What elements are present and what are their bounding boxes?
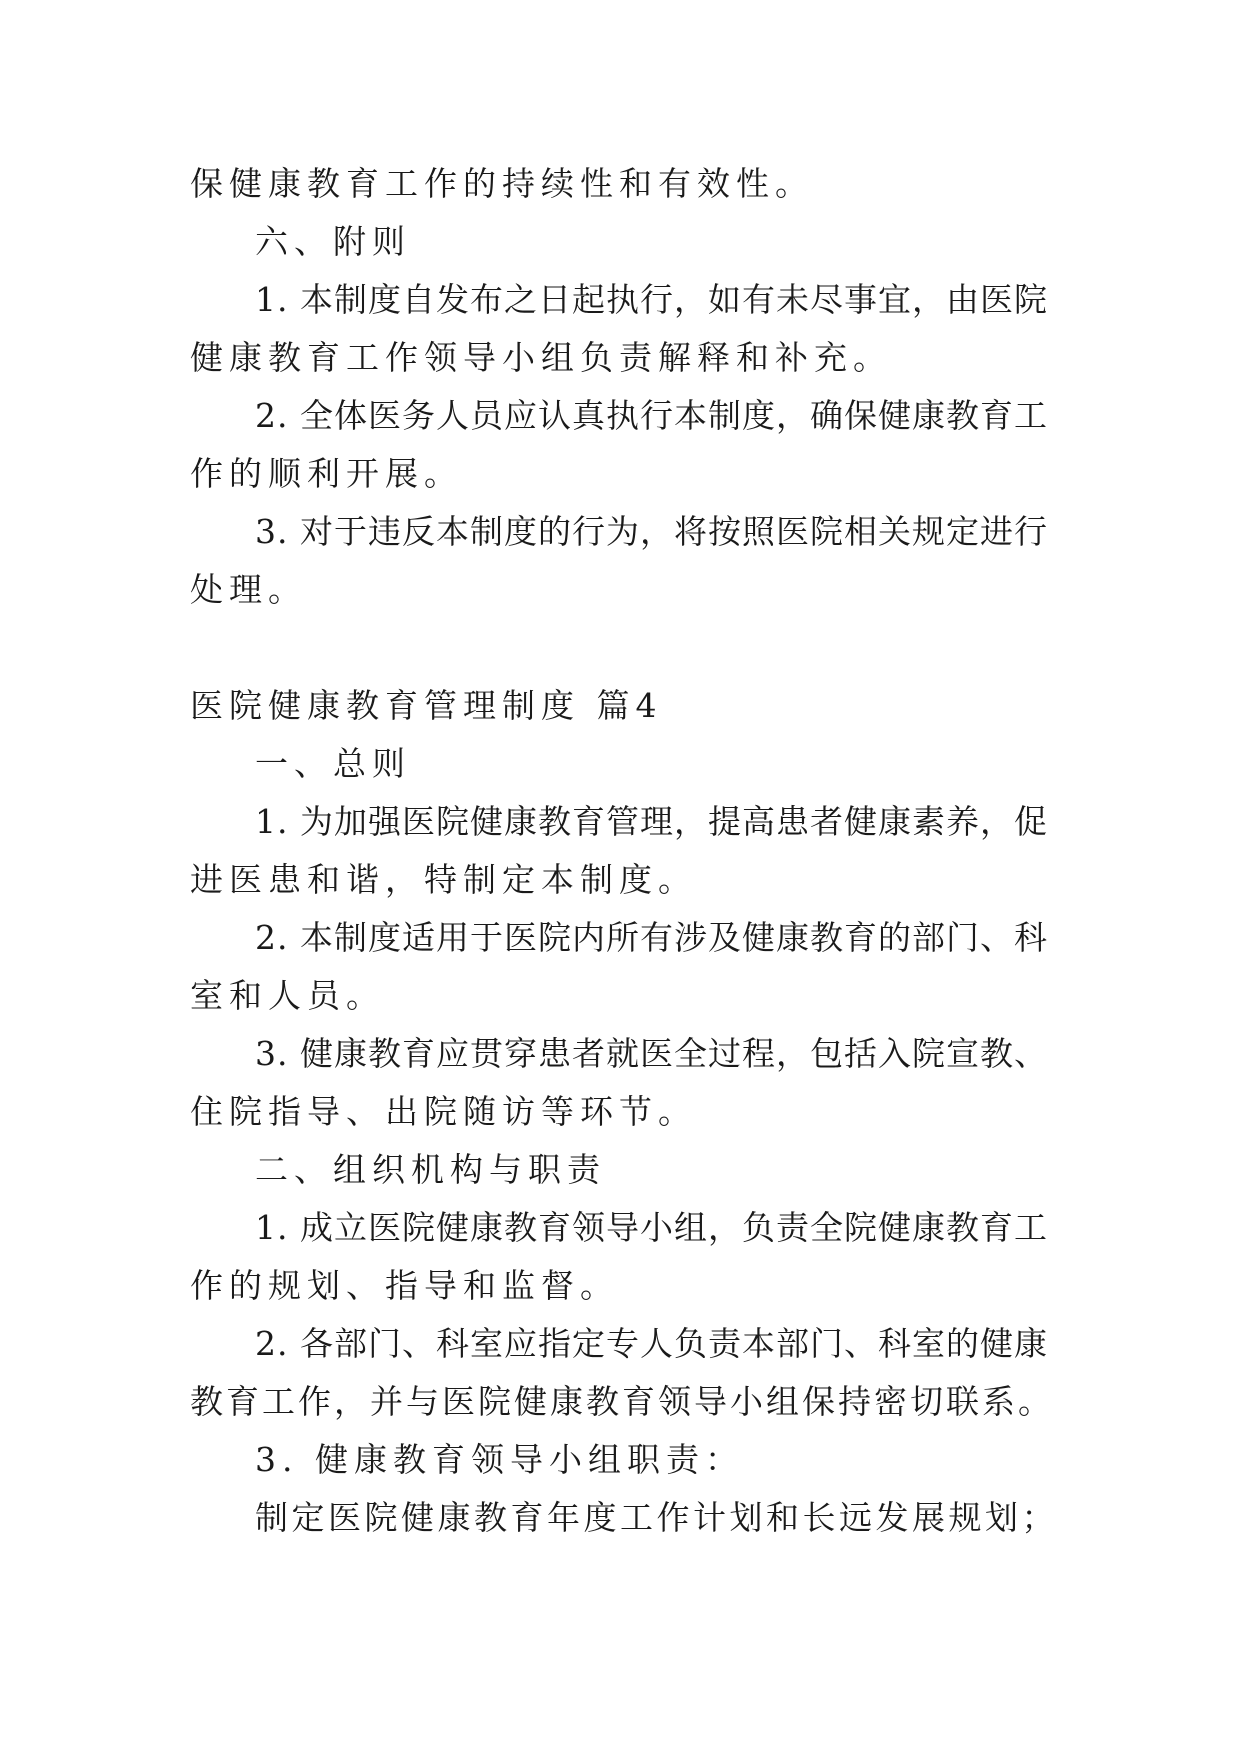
section-heading: 一、总则	[255, 744, 411, 783]
paragraph-line: 作的顺利开展。	[190, 454, 463, 493]
paragraph-line: 1. 成立医院健康教育领导小组，负责全院健康教育工	[255, 1208, 1048, 1247]
paragraph-line: 健康教育工作领导小组负责解释和补充。	[190, 338, 892, 377]
paragraph-line: 处理。	[190, 570, 307, 609]
paragraph-line: 2. 本制度适用于医院内所有涉及健康教育的部门、科	[255, 918, 1048, 957]
paragraph-line: 制定医院健康教育年度工作计划和长远发展规划；	[255, 1498, 1058, 1537]
paragraph-line: 3. 对于违反本制度的行为，将按照医院相关规定进行	[255, 512, 1048, 551]
paragraph-line: 3. 健康教育领导小组职责：	[255, 1440, 744, 1479]
paragraph-line: 进医患和谐，特制定本制度。	[190, 860, 697, 899]
paragraph-line: 作的规划、指导和监督。	[190, 1266, 619, 1305]
section-heading: 六、附则	[255, 222, 411, 261]
paragraph-line: 2. 各部门、科室应指定专人负责本部门、科室的健康	[255, 1324, 1048, 1363]
document-title: 医院健康教育管理制度 篇4	[190, 686, 663, 725]
paragraph-line: 保健康教育工作的持续性和有效性。	[190, 164, 814, 203]
paragraph-line: 室和人员。	[190, 976, 385, 1015]
paragraph-line: 3. 健康教育应贯穿患者就医全过程，包括入院宣教、	[255, 1034, 1048, 1073]
paragraph-line: 2. 全体医务人员应认真执行本制度，确保健康教育工	[255, 396, 1048, 435]
paragraph-line: 住院指导、出院随访等环节。	[190, 1092, 697, 1131]
paragraph-line: 1. 本制度自发布之日起执行，如有未尽事宜，由医院	[255, 280, 1048, 319]
paragraph-line: 1. 为加强医院健康教育管理，提高患者健康素养，促	[255, 802, 1048, 841]
section-heading: 二、组织机构与职责	[255, 1150, 606, 1189]
paragraph-line: 教育工作，并与医院健康教育领导小组保持密切联系。	[190, 1382, 1054, 1421]
